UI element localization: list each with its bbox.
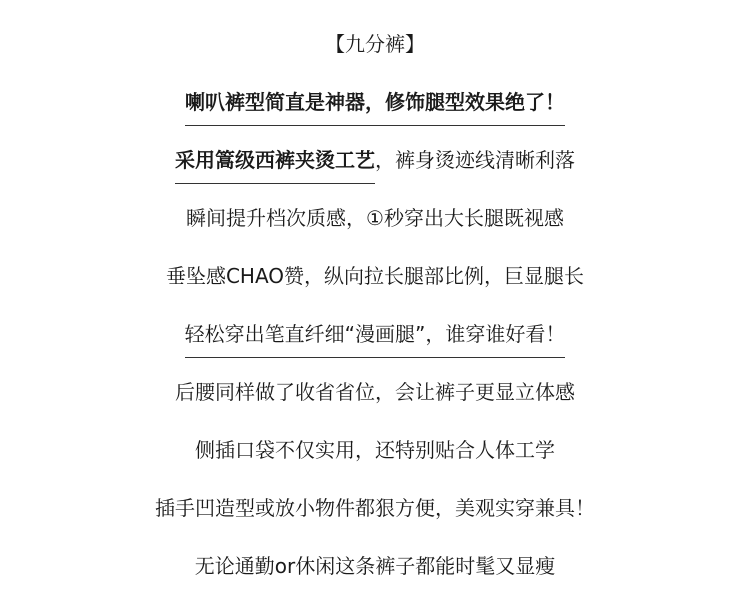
description-line-craft [0, 146, 750, 184]
highlight-text: 轻松穿出笔直纤细“漫画腿”，谁穿谁好看！ [185, 320, 566, 358]
highlight-line-straight-legs [0, 320, 750, 358]
heading-text: 【九分裤】 [325, 32, 425, 56]
description-text: 无论通勤or休闲这条裤子都能时髦又显瘦 [194, 554, 556, 578]
description-line [0, 204, 750, 232]
description-line [0, 378, 750, 406]
description-text: 插手凹造型或放小物件都狠方便，美观实穿兼具！ [155, 496, 595, 520]
highlight-lead-text: 采用篙级西裤夹烫工艺 [175, 146, 375, 184]
description-text: 侧插口袋不仅实用，还特别贴合人体工学 [195, 438, 555, 462]
description-line [0, 552, 750, 580]
description-text: 瞬间提升档次质感，①秒穿出大长腿既视感 [186, 206, 564, 230]
description-text: 后腰同样做了收省省位，会让裤子更显立体感 [175, 380, 575, 404]
section-heading [0, 30, 750, 58]
highlight-line-flare-pants [0, 88, 750, 126]
description-rest-text: ，裤身烫迹线清晰利落 [375, 148, 575, 172]
description-line [0, 436, 750, 464]
description-text: 垂坠感CHAO赞，纵向拉长腿部比例，巨显腿长 [165, 264, 585, 288]
highlight-text: 喇叭裤型简直是神器，修饰腿型效果绝了！ [185, 88, 565, 126]
description-line [0, 494, 750, 522]
description-line [0, 262, 750, 290]
